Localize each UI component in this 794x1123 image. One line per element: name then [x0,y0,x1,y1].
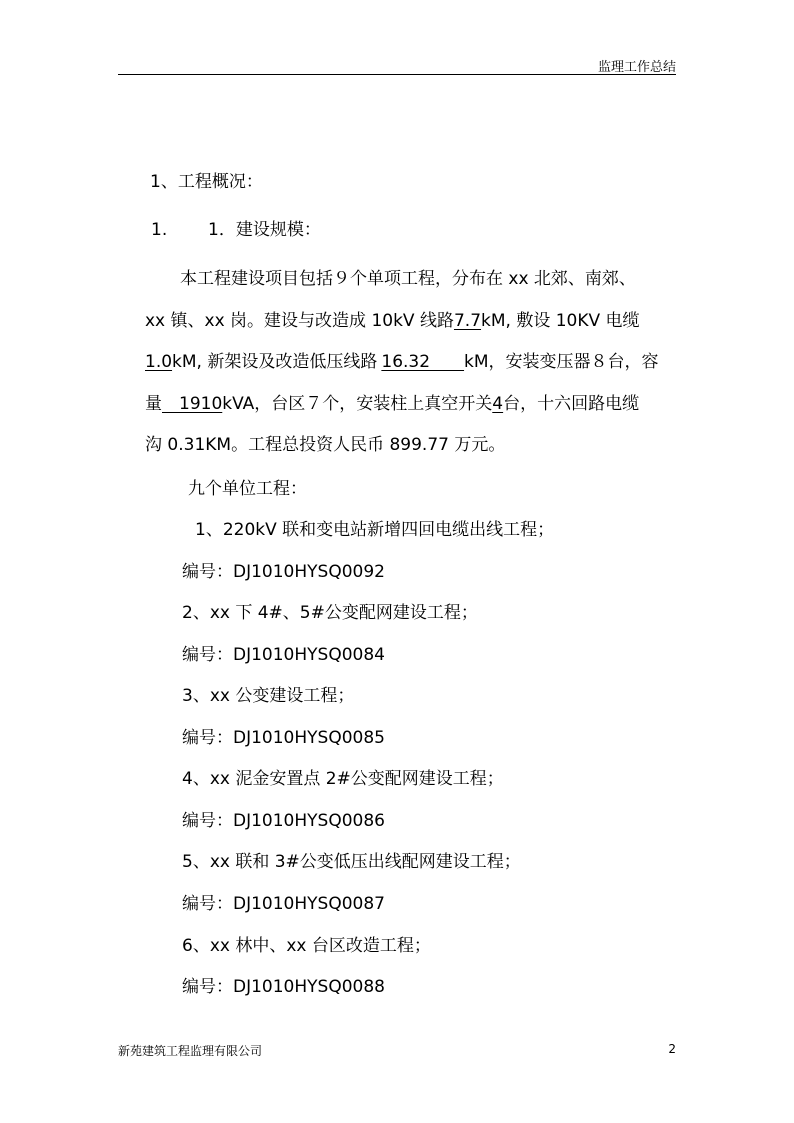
text-segment: kM, 敷设 10KV 电缆 [481,311,640,331]
units-title: 九个单位工程： [188,479,307,499]
switch-count-value: 4 [492,394,504,414]
section-heading: 1、工程概况： [150,172,263,192]
scale-paragraph-line-4 [145,392,639,416]
text-segment: xx 镇、xx 岗。建设与改造成 10kV 线路 [145,311,454,331]
scale-paragraph-line-5: 沟 0.31KM。工程总投资人民币 899.77 万元。 [145,435,506,455]
subheading-text: 1．建设规模： [208,220,321,240]
footer-page-number: 2 [668,1042,676,1056]
text-segment: kVA，台区７个，安装柱上真空开关 [222,394,493,414]
subheading-number: 1. [151,220,168,240]
unit-name-5: 5、xx 联和 3#公变低压出线配网建设工程； [182,852,521,872]
unit-code-3: 编号：DJ1010HYSQ0085 [182,728,385,748]
cable-length-value: 1.0 [145,352,173,372]
scale-paragraph-line-3 [145,350,659,374]
text-segment: 量 [145,394,162,414]
unit-name-6: 6、xx 林中、xx 台区改造工程； [182,936,431,956]
unit-code-1: 编号：DJ1010HYSQ0092 [182,562,385,582]
unit-code-5: 编号：DJ1010HYSQ0087 [182,894,385,914]
unit-name-1: 1、220kV 联和变电站新增四回电缆出线工程； [195,520,555,540]
capacity-value: 1910 [162,394,223,414]
low-voltage-length-value: 16.32 [381,352,465,372]
scale-paragraph-line-1: 本工程建设项目包括９个单项工程，分布在 xx 北郊、南郊、 [180,269,636,289]
unit-name-2: 2、xx 下 4#、5#公变配网建设工程； [182,603,478,623]
text-segment: 台，十六回路电缆 [503,394,640,414]
footer-company: 新苑建筑工程监理有限公司 [118,1044,263,1058]
page-header-title: 监理工作总结 [597,60,676,75]
unit-code-6: 编号：DJ1010HYSQ0088 [182,977,385,997]
scale-paragraph-line-2 [145,309,640,333]
unit-name-3: 3、xx 公变建设工程； [182,686,355,706]
unit-name-4: 4、xx 泥金安置点 2#公变配网建设工程； [182,769,504,789]
unit-code-2: 编号：DJ1010HYSQ0084 [182,645,385,665]
header-rule [118,74,676,75]
line-length-value: 7.7 [453,311,482,331]
text-segment: kM, 新架设及改造低压线路 [172,352,378,372]
text-segment: kM，安装变压器８台，容 [464,352,659,372]
unit-code-4: 编号：DJ1010HYSQ0086 [182,811,385,831]
